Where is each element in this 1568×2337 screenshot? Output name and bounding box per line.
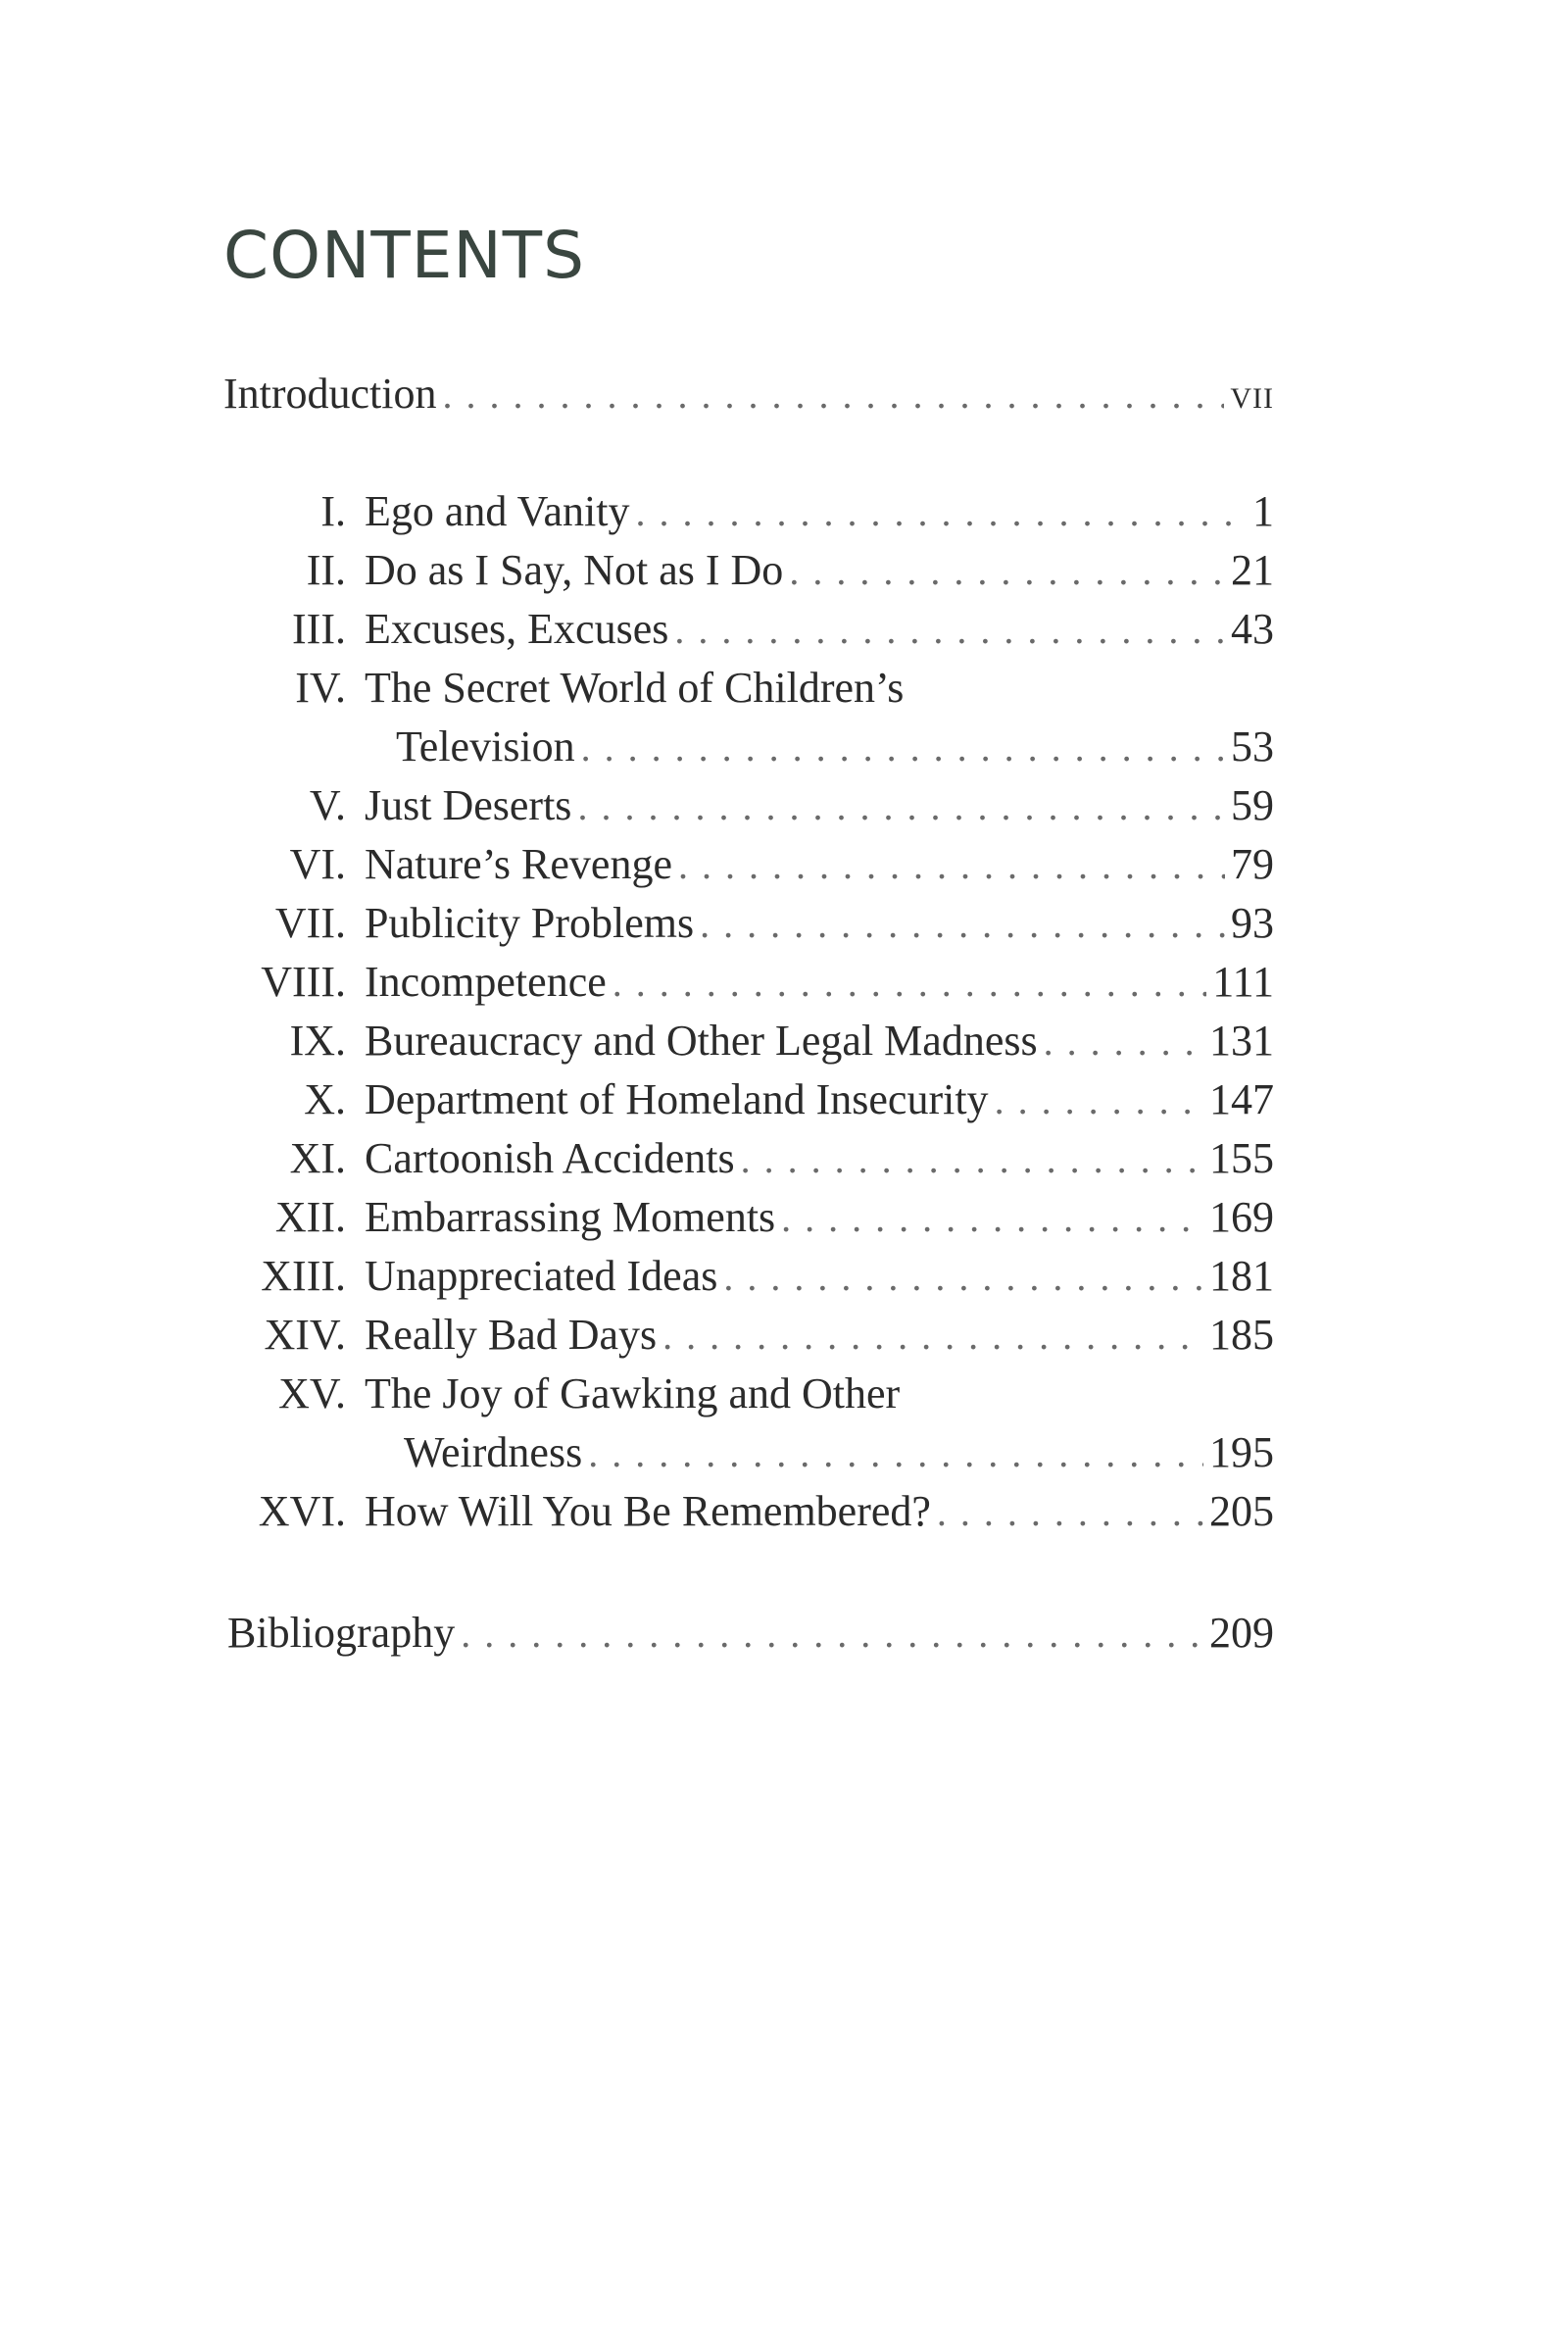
toc-entry-label: Just Deserts <box>365 781 572 829</box>
toc-entry-chapter-9[interactable] <box>365 1012 1274 1070</box>
toc-entry-page: 185 <box>1209 1311 1274 1359</box>
dot-leader <box>995 1071 1203 1130</box>
chapter-numeral: XIV. <box>264 1311 346 1359</box>
toc-entry-label: Incompetence <box>365 958 607 1006</box>
dot-leader <box>937 1483 1203 1542</box>
toc-entry-label: Embarrassing Moments <box>365 1193 776 1241</box>
toc-entry-label: Ego and Vanity <box>365 487 630 535</box>
dot-leader <box>588 1424 1203 1483</box>
toc-entry-chapter-3[interactable] <box>365 600 1274 659</box>
toc-entry-label: Excuses, Excuses <box>365 605 669 653</box>
dot-leader <box>741 1130 1203 1189</box>
toc-entry-chapter-1[interactable] <box>365 482 1274 541</box>
toc-entry-label: Unappreciated Ideas <box>365 1252 718 1300</box>
chapter-numeral: VII. <box>274 899 346 947</box>
toc-entry-page: 195 <box>1209 1428 1274 1476</box>
toc-entry-label: Bibliography <box>227 1609 456 1657</box>
toc-entry-page: VII <box>1230 382 1274 415</box>
toc-entry-chapter-7[interactable] <box>365 894 1274 953</box>
chapter-numeral: II. <box>306 546 346 594</box>
dot-leader <box>577 777 1225 836</box>
toc-entry-label-continued: Television <box>396 722 575 771</box>
toc-entry-introduction[interactable] <box>223 365 1274 423</box>
page-title: CONTENTS <box>223 218 586 293</box>
toc-entry-label: Cartoonish Accidents <box>365 1134 735 1182</box>
chapter-numeral: VI. <box>289 840 346 888</box>
dot-leader <box>636 483 1248 542</box>
toc-entry-label: Bureaucracy and Other Legal Madness <box>365 1017 1038 1065</box>
chapter-numeral: XVI. <box>258 1487 346 1535</box>
chapter-numeral: IV. <box>295 664 346 712</box>
toc-entry-chapter-12[interactable] <box>365 1188 1274 1247</box>
toc-entry-chapter-4[interactable] <box>396 718 1274 776</box>
toc-entry-page: 59 <box>1231 781 1274 829</box>
dot-leader <box>443 366 1225 424</box>
dot-leader <box>612 954 1207 1013</box>
toc-entry-label: Publicity Problems <box>365 899 695 947</box>
chapter-numeral: X. <box>304 1075 346 1123</box>
chapter-numeral: XV. <box>278 1369 346 1417</box>
chapter-numeral: I. <box>320 487 346 535</box>
chapter-numeral: III. <box>292 605 346 653</box>
toc-entry-label: How Will You Be Remembered? <box>365 1487 931 1535</box>
dot-leader <box>662 1307 1203 1366</box>
toc-entry-chapter-2[interactable] <box>365 541 1274 600</box>
toc-entry-label: Nature’s Revenge <box>365 840 672 888</box>
toc-entry-chapter-15[interactable] <box>404 1423 1274 1482</box>
toc-entry-page: 43 <box>1231 605 1274 653</box>
dot-leader <box>781 1189 1203 1248</box>
toc-entry-chapter-11[interactable] <box>365 1129 1274 1188</box>
dot-leader <box>789 542 1225 601</box>
dot-leader <box>461 1605 1203 1664</box>
toc-entry-page: 79 <box>1231 840 1274 888</box>
toc-entry-chapter-16[interactable] <box>365 1482 1274 1541</box>
toc-entry-page: 155 <box>1209 1134 1274 1182</box>
chapter-numeral: XIII. <box>261 1252 346 1300</box>
toc-entry-page: 53 <box>1231 722 1274 771</box>
toc-entry-page: 21 <box>1231 546 1274 594</box>
toc-entry-page: 169 <box>1209 1193 1274 1241</box>
toc-entry-page: 111 <box>1212 958 1274 1006</box>
toc-entry-chapter-10[interactable] <box>365 1070 1274 1129</box>
toc-entry-page: 131 <box>1209 1017 1274 1065</box>
chapter-numeral: XI. <box>289 1134 346 1182</box>
chapter-numeral: V. <box>309 781 346 829</box>
chapter-numeral: XII. <box>274 1193 346 1241</box>
toc-entry-chapter-14[interactable] <box>365 1306 1274 1365</box>
toc-entry-label: Introduction <box>223 370 437 418</box>
dot-leader <box>723 1248 1203 1307</box>
dot-leader <box>581 719 1225 777</box>
dot-leader <box>674 601 1225 660</box>
toc-entry-chapter-5[interactable] <box>365 776 1274 835</box>
toc-entry-page: 1 <box>1252 487 1274 535</box>
toc-entry-page: 147 <box>1209 1075 1274 1123</box>
dot-leader <box>678 836 1225 895</box>
toc-entry-page: 93 <box>1231 899 1274 947</box>
dot-leader <box>1044 1013 1203 1071</box>
toc-entry-chapter-8[interactable] <box>365 953 1274 1012</box>
toc-entry-label-continued: Weirdness <box>404 1428 583 1476</box>
dot-leader <box>700 895 1225 954</box>
toc-entry-label: Really Bad Days <box>365 1311 658 1359</box>
toc-entry-chapter-6[interactable] <box>365 835 1274 894</box>
toc-entry-label[interactable]: The Secret World of Children’s <box>365 664 905 712</box>
chapter-numeral: IX. <box>289 1017 346 1065</box>
toc-entry-bibliography[interactable] <box>227 1604 1274 1663</box>
chapter-numeral: VIII. <box>261 958 346 1006</box>
toc-entry-page: 181 <box>1209 1252 1274 1300</box>
toc-entry-label: Do as I Say, Not as I Do <box>365 546 784 594</box>
toc-entry-chapter-13[interactable] <box>365 1247 1274 1306</box>
toc-entry-page: 209 <box>1209 1609 1274 1657</box>
toc-entry-label[interactable]: The Joy of Gawking and Other <box>365 1369 901 1417</box>
toc-entry-label: Department of Homeland Insecurity <box>365 1075 989 1123</box>
toc-entry-page: 205 <box>1209 1487 1274 1535</box>
